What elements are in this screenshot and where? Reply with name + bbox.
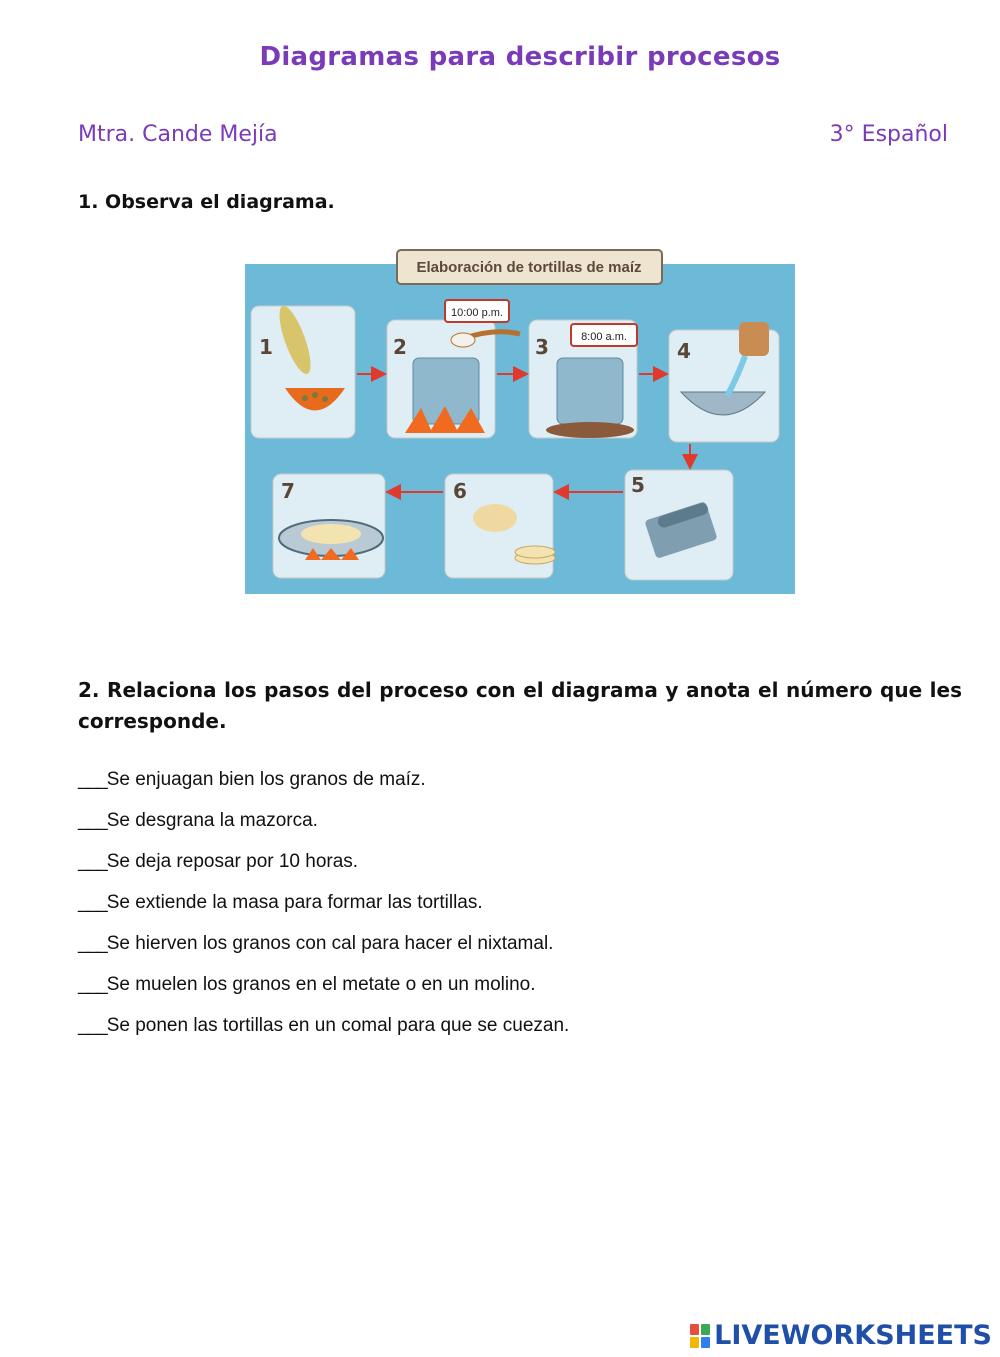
answer-blank[interactable]: ___ (78, 1015, 107, 1036)
step-text: Se hierven los granos con cal para hacer el nixtamal. (106, 933, 554, 954)
time-label-morning: 8:00 a.m. (581, 331, 627, 343)
pot-icon-resting (557, 358, 623, 424)
diagram-banner (397, 250, 662, 284)
step-number-5: 5 (631, 473, 645, 497)
dough-ball-icon (473, 504, 517, 532)
step-number-7: 7 (281, 479, 295, 503)
answer-blank[interactable]: ___ (78, 769, 107, 790)
answer-blank[interactable]: ___ (78, 933, 107, 954)
list-item (78, 850, 569, 891)
step-text: Se deja reposar por 10 horas. (106, 851, 359, 872)
step-number-3: 3 (535, 335, 549, 359)
tortilla-process-diagram (245, 248, 795, 594)
answer-blank[interactable]: ___ (78, 851, 107, 872)
grade-label: 3° Español (829, 122, 948, 147)
list-item (78, 891, 569, 932)
step-number-4: 4 (677, 339, 691, 363)
logo-text: LIVEWORKSHEETS (714, 1320, 992, 1351)
liveworksheets-logo[interactable] (690, 1320, 992, 1351)
stones-icon (546, 422, 634, 438)
tortilla-icon (301, 524, 361, 544)
step-1-panel (251, 303, 355, 438)
step-text: Se ponen las tortillas en un comal para que se cuezan. (106, 1015, 570, 1036)
step-number-1: 1 (259, 335, 273, 359)
step-5-panel (625, 470, 733, 580)
step-text: Se muelen los granos en el metate o en un molino. (106, 974, 536, 995)
page-title: Diagramas para describir procesos (259, 42, 781, 72)
comal-fire-icon (305, 548, 359, 560)
step-7-panel (273, 474, 385, 578)
list-item (78, 973, 569, 1014)
answer-blank[interactable]: ___ (78, 810, 107, 831)
step-number-6: 6 (453, 479, 467, 503)
teacher-name: Mtra. Cande Mejía (78, 122, 278, 147)
step-text: Se desgrana la mazorca. (106, 810, 318, 831)
list-item (78, 932, 569, 973)
jug-icon (739, 322, 769, 356)
question-2: 2. Relaciona los pasos del proceso con el diagrama y anota el número que les corresponde. (78, 678, 962, 733)
steps-list (78, 768, 569, 1055)
step-number-2: 2 (393, 335, 407, 359)
list-item (78, 768, 569, 809)
step-4-panel (669, 322, 779, 442)
step-3-panel (529, 320, 637, 438)
step-text: Se extiende la masa para formar las tortillas. (106, 892, 483, 913)
step-6-panel (445, 474, 555, 578)
list-item (78, 809, 569, 850)
logo-blocks-icon (690, 1324, 710, 1348)
time-label-night: 10:00 p.m. (451, 307, 503, 319)
answer-blank[interactable]: ___ (78, 974, 107, 995)
question-1: 1. Observa el diagrama. (78, 191, 335, 213)
diagram-banner-text: Elaboración de tortillas de maíz (416, 259, 642, 276)
step-text: Se enjuagan bien los granos de maíz. (106, 769, 426, 790)
diagram-illustration (245, 248, 795, 594)
list-item (78, 1014, 569, 1055)
answer-blank[interactable]: ___ (78, 892, 107, 913)
